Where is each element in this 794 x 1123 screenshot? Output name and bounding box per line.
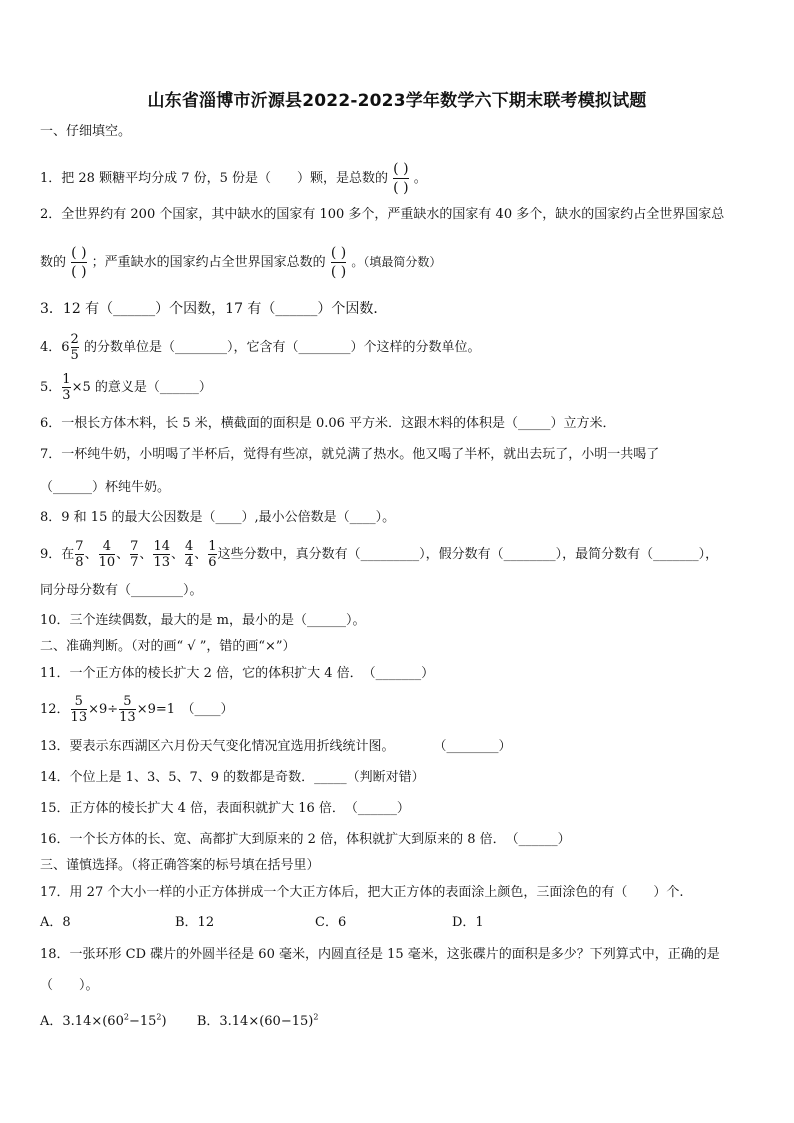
- question-17: 17．用 27 个大小一样的小正方体拼成一个大正方体后，把大正方体的表面涂上颜色，三面涂色的有（ ）个.: [40, 885, 684, 900]
- question-2-line-2: 数的 $\frac{( )}{( )}$ ；严重缺水的国家约占全世界国家总数的 $\frac{( )}{( )}$ 。（填最简分数）: [40, 245, 442, 280]
- question-6: 6．一根长方体木料，长 5 米，横截面的面积是 0.06 平方米．这跟木料的体积是（_____）立方米．: [40, 416, 616, 431]
- question-11: 11．一个正方体的棱长扩大 2 倍，它的体积扩大 4 倍． （_______）: [40, 666, 435, 681]
- question-2-line-1: 2．全世界约有 200 个国家，其中缺水的国家有 100 多个，严重缺水的国家有 40 多个，缺水的国家约占全世界国家总: [40, 207, 725, 222]
- page-title: 山东省淄博市沂源县2022-2023学年数学六下期末联考模拟试题: [147, 91, 647, 111]
- question-1-text: 1．把 28 颗糖平均分成 7 份，5 份是（ ）颗，是总数的: [40, 171, 389, 186]
- question-8: 8．9 和 15 的最大公因数是（____）,最小公倍数是（____）。: [40, 510, 396, 525]
- option-a: A．8: [40, 915, 71, 930]
- question-9-line-1: 9．在 $\frac{7}{8}$ 、 $\frac{4}{10}$ 、 $\frac{7}{7}$ 、 $\frac{14}{13}$ 、 $\frac{4}{4}$ 、 $\frac{1}{6}$ 这些分数中，真分数有（_________），假分数有（________），最简分数有（_______），: [40, 539, 719, 570]
- option-b: B．$3.14\times(60-15)^2$: [196, 1013, 319, 1030]
- option-a: A．$3.14\times(60^2-15^2)$: [40, 1013, 167, 1030]
- fraction-7-7: $\frac{7}{7}$: [130, 539, 139, 570]
- question-7-line-1: 7．一杯纯牛奶，小明喝了半杯后，觉得有些凉，就兑满了热水。他又喝了半杯，就出去玩了，小明一共喝了: [40, 447, 660, 462]
- fraction-1-6: $\frac{1}{6}$: [208, 539, 217, 570]
- section-heading-3: 三、谨慎选择。（将正确答案的标号填在括号里）: [40, 858, 320, 873]
- fraction-4-4: $\frac{4}{4}$: [185, 539, 194, 570]
- option-d: D．1: [452, 915, 484, 930]
- answer-fraction-blank: $\frac{( )}{( )}$: [71, 245, 87, 280]
- fraction-7-8: $\frac{7}{8}$: [75, 539, 84, 570]
- option-b: B．12: [175, 915, 215, 930]
- question-9-line-2: 同分母分数有（________）。: [40, 583, 203, 598]
- question-14: 14．个位上是 1、3、5、7、9 的数都是奇数．_____（判断对错）: [40, 770, 425, 785]
- option-c: C．6: [315, 915, 347, 930]
- question-12: 12． $\frac{5}{13}$ ×9÷ $\frac{5}{13}$ ×9=1 （____）: [40, 694, 234, 725]
- question-18-line-1: 18．一张环形 CD 碟片的外圆半径是 60 毫米，内圆直径是 15 毫米，这张碟片的面积是多少？下列算式中，正确的是: [40, 947, 720, 962]
- question-7-line-2: （______）杯纯牛奶。: [40, 480, 171, 495]
- question-4: 4．6 $\frac{2}{5}$ 的分数单位是（________），它含有（________）个这样的分数单位。: [40, 332, 481, 363]
- answer-fraction-blank: $\frac{( )}{( )}$: [330, 245, 347, 280]
- question-18-line-2: （ ）。: [40, 978, 99, 993]
- fraction-5-13: $\frac{5}{13}$: [119, 694, 136, 725]
- question-18-options: [40, 1010, 318, 1030]
- fraction-14-13: $\frac{14}{13}$: [153, 539, 170, 570]
- question-13: 13．要表示东西湖区六月份天气变化情况宜选用折线统计图。 （________）: [40, 739, 512, 754]
- question-15: 15．正方体的棱长扩大 4 倍，表面积就扩大 16 倍． （______）: [40, 801, 410, 816]
- question-10: 10．三个连续偶数，最大的是 m，最小的是（______）。: [40, 613, 366, 628]
- question-16: 16．一个长方体的长、宽、高都扩大到原来的 2 倍，体积就扩大到原来的 8 倍． （______）: [40, 832, 571, 847]
- question-1: 1．把 28 颗糖平均分成 7 份，5 份是（ ）颗，是总数的 $\frac{( )}{( )}$ 。: [40, 161, 427, 196]
- fraction-1-3: $\frac{1}{3}$: [62, 372, 71, 403]
- question-5: 5． $\frac{1}{3}$ ×5 的意义是（______）: [40, 372, 212, 403]
- question-3: 3．12 有（______）个因数，17 有（______）个因数．: [40, 301, 388, 317]
- fraction-4-10: $\frac{4}{10}$: [98, 539, 116, 570]
- fraction-2-5: $\frac{2}{5}$: [70, 332, 79, 363]
- section-heading-2: 二、准确判断。（对的画“ √ ”，错的画“×”）: [40, 639, 296, 654]
- fraction-5-13: $\frac{5}{13}$: [70, 694, 88, 725]
- section-heading-1: 一、仔细填空。: [40, 124, 132, 139]
- answer-fraction-blank: $\frac{( )}{( )}$: [393, 161, 409, 196]
